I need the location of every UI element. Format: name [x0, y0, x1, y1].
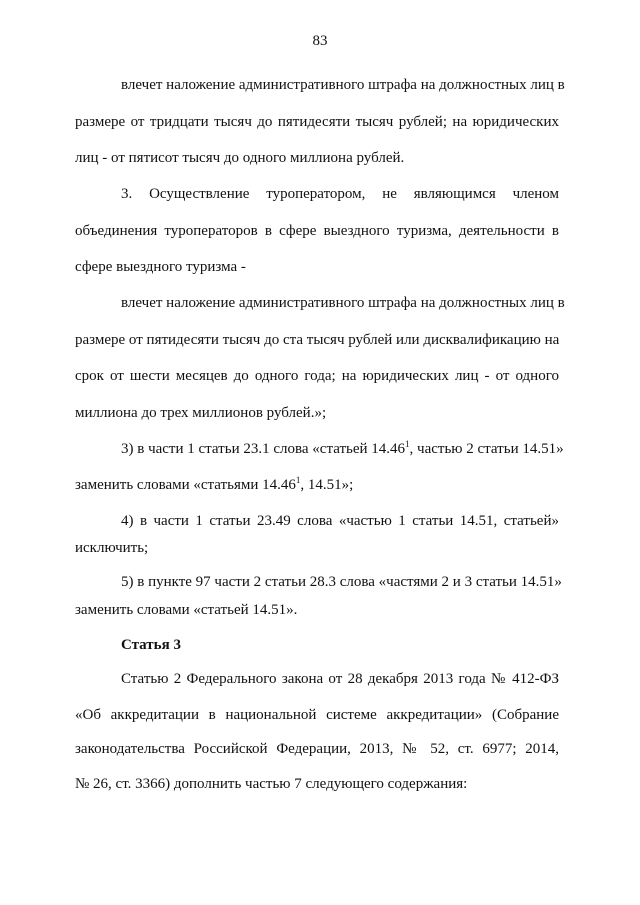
text-line: «Об аккредитации в национальной системе аккредитации» (Собрание: [75, 707, 559, 723]
text-segment: , частью 2 статьи 14.51»: [409, 441, 564, 457]
text-line: исключить;: [75, 540, 149, 556]
superscript: 1: [405, 439, 410, 449]
text-line: заменить словами «статьей 14.51».: [75, 602, 298, 618]
text-line: [121, 439, 564, 458]
text-line: 5) в пункте 97 части 2 статьи 28.3 слова «частями 2 и 3 статьи 14.51»: [121, 574, 562, 590]
text-line: миллиона до трех миллионов рублей.»;: [75, 405, 327, 421]
article-heading: Статья 3: [121, 637, 181, 653]
text-line: 4) в части 1 статьи 23.49 слова «частью 1 статьи 14.51, статьей»: [121, 513, 559, 529]
text-line: срок от шести месяцев до одного года; на юридических лиц - от одного: [75, 368, 559, 384]
text-line: объединения туроператоров в сфере выездного туризма, деятельности в: [75, 223, 559, 239]
text-line: размере от тридцати тысяч до пятидесяти тысяч рублей; на юридических: [75, 114, 559, 130]
text-line: законодательства Российской Федерации, 2013, № 52, ст. 6977; 2014,: [75, 741, 559, 757]
superscript: 1: [295, 475, 301, 485]
text-segment: заменить словами «статьями 14.46: [75, 477, 296, 493]
text-segment: 3) в части 1 статьи 23.1 слова «статьей 14.46: [121, 441, 406, 457]
text-line: № 26, ст. 3366) дополнить частью 7 следующего содержания:: [75, 776, 468, 792]
text-segment: , 14.51»;: [300, 477, 354, 493]
text-line: Статью 2 Федерального закона от 28 декабря 2013 года № 412-ФЗ: [121, 671, 559, 687]
text-line: влечет наложение административного штрафа на должностных лиц в: [121, 295, 565, 311]
text-line: [75, 476, 353, 494]
text-line: сфере выездного туризма -: [75, 259, 246, 275]
page-number: 83: [312, 33, 328, 49]
text-line: размере от пятидесяти тысяч до ста тысяч рублей или дисквалификацию на: [75, 332, 560, 348]
text-line: влечет наложение административного штрафа на должностных лиц в: [121, 77, 565, 93]
text-line: лиц - от пятисот тысяч до одного миллиона рублей.: [75, 150, 405, 166]
text-line: 3. Осуществление туроператором, не являющимся членом: [121, 186, 559, 202]
